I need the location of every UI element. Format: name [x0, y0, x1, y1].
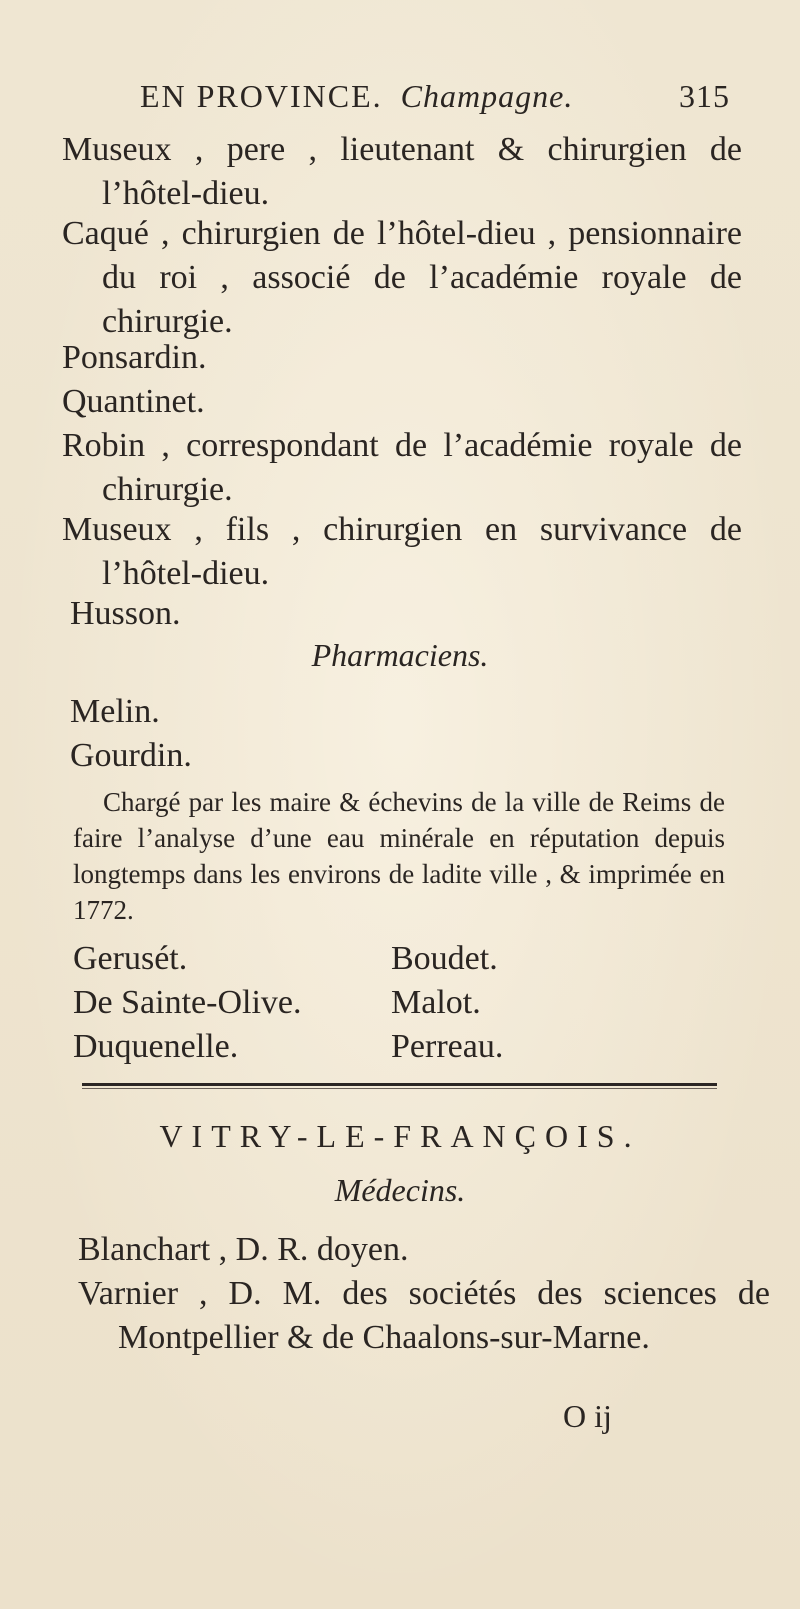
list-item: Varnier , D. M. des sociétés des sciences de Montpellier & de Chaalons-sur-Marne. — [78, 1275, 770, 1356]
section-divider-thin — [82, 1088, 717, 1089]
list-item: Ponsardin. — [62, 339, 207, 376]
running-header — [140, 78, 730, 115]
list-item: Museux , fils , chirurgien en survivance de l’hôtel-dieu. — [62, 511, 742, 592]
list-item: Caqué , chirurgien de l’hôtel-dieu , pensionnaire du roi , associé de l’académie royale de chirurgie. — [62, 215, 742, 340]
note-paragraph: Chargé par les maire & échevins de la ville de Reims de faire l’analyse d’une eau minérale en réputation depuis longtemps dans les environs de ladite ville , & imprimée en 1772. — [73, 787, 725, 925]
list-item: Quantinet. — [62, 383, 205, 420]
list-item: Robin , correspondant de l’académie royale de chirurgie. — [62, 427, 742, 508]
list-item: Perreau. — [391, 1028, 504, 1065]
header-region: Champagne. — [400, 78, 574, 114]
section-heading-medecins: Médecins. — [334, 1172, 466, 1208]
list-item: Malot. — [391, 984, 481, 1021]
list-item: Duquenelle. — [73, 1028, 239, 1065]
list-item: De Sainte-Olive. — [73, 984, 302, 1021]
list-item: Husson. — [70, 595, 181, 632]
list-item: Melin. — [70, 693, 160, 730]
section-divider — [82, 1083, 717, 1086]
two-column-list — [73, 940, 593, 1072]
page-number: 315 — [679, 78, 730, 114]
list-item: Gourdin. — [70, 737, 192, 774]
list-item: Museux , pere , lieutenant & chirurgien de l’hôtel-dieu. — [62, 131, 742, 212]
city-heading: VITRY-LE-FRANÇOIS. — [159, 1118, 641, 1154]
section-heading-pharmaciens: Pharmaciens. — [311, 637, 489, 673]
header-section: EN PROVINCE. — [140, 78, 383, 114]
list-item: Gerusét. — [73, 940, 188, 977]
signature-mark: O ij — [563, 1398, 612, 1434]
list-item: Boudet. — [391, 940, 498, 977]
list-item: Blanchart , D. R. doyen. — [78, 1231, 409, 1268]
